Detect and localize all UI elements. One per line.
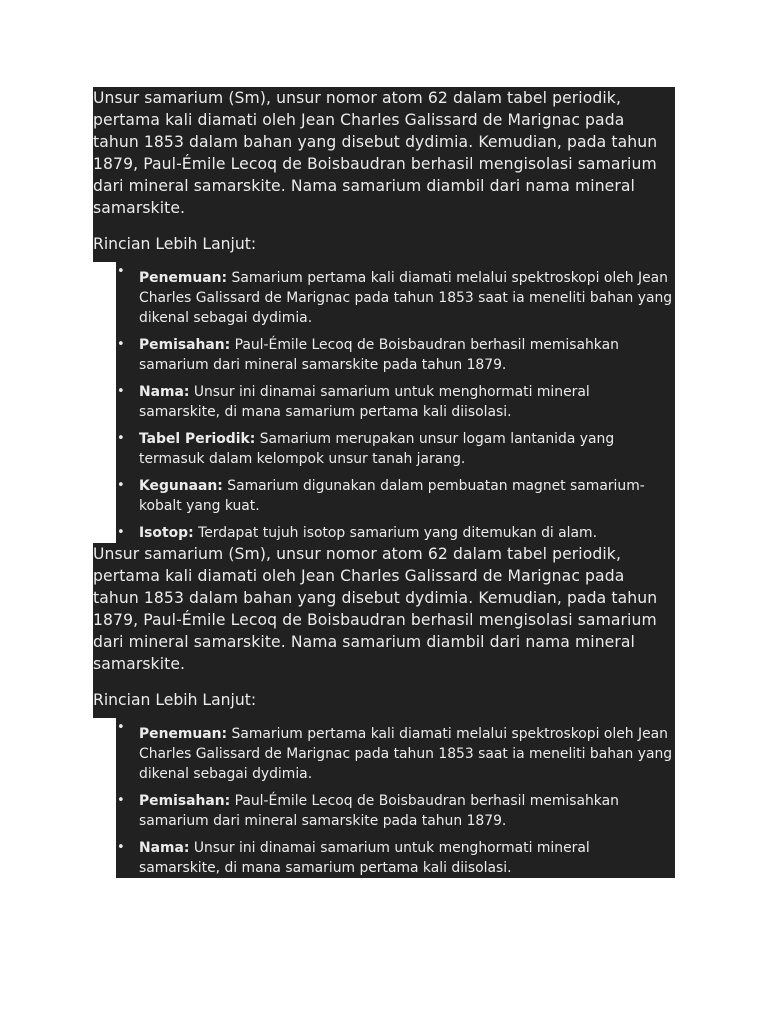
list-item	[116, 476, 675, 516]
bullet-icon: •	[117, 384, 125, 399]
intro-paragraph: Unsur samarium (Sm), unsur nomor atom 62 dalam tabel periodik, pertama kali diamati oleh Jean Charles Galissard de Marignac pada tahun 1853 dalam bahan yang disebut dydimia. Kemudian, pada tahun 1879, Paul-Émile Lecoq de Boisbaudran berhasil mengisolasi samarium dari mineral samarskite. Nama samarium diambil dari nama mineral samarskite.	[93, 545, 658, 673]
details-list-container	[116, 262, 675, 543]
section-2	[93, 543, 675, 718]
bullet-icon: •	[117, 337, 125, 352]
bullet-icon: •	[117, 840, 125, 855]
item-term: Penemuan:	[139, 726, 228, 742]
item-text: Samarium pertama kali diamati melalui spektroskopi oleh Jean Charles Galissard de Marignac pada tahun 1853 saat ia meneliti bahan yang dikenal sebagai dydimia.	[139, 270, 673, 326]
bullet-icon: •	[117, 431, 125, 446]
details-heading: Rincian Lebih Lanjut:	[93, 675, 675, 718]
item-term: Pemisahan:	[139, 793, 231, 809]
section-1	[93, 87, 675, 262]
item-text: Samarium merupakan unsur logam lantanida yang termasuk dalam kelompok unsur tanah jarang.	[139, 431, 615, 467]
item-term: Nama:	[139, 384, 190, 400]
list-item	[116, 335, 675, 375]
details-heading: Rincian Lebih Lanjut:	[93, 219, 675, 262]
list-item	[116, 838, 675, 878]
list-item	[116, 429, 675, 469]
item-text: Samarium digunakan dalam pembuatan magnet samarium-kobalt yang kuat.	[139, 478, 645, 514]
list-item	[116, 262, 675, 328]
list-item	[116, 382, 675, 422]
item-text: Paul-Émile Lecoq de Boisbaudran berhasil memisahkan samarium dari mineral samarskite pada tahun 1879.	[139, 793, 619, 829]
bullet-icon: •	[117, 478, 125, 493]
details-list-container	[116, 718, 675, 878]
item-term: Penemuan:	[139, 270, 228, 286]
item-text: Samarium pertama kali diamati melalui spektroskopi oleh Jean Charles Galissard de Marignac pada tahun 1853 saat ia meneliti bahan yang dikenal sebagai dydimia.	[139, 726, 673, 782]
item-term: Kegunaan:	[139, 478, 223, 494]
item-term: Tabel Periodik:	[139, 431, 256, 447]
item-text: Terdapat tujuh isotop samarium yang ditemukan di alam.	[193, 525, 597, 541]
list-item	[116, 791, 675, 831]
list-item	[116, 718, 675, 784]
item-term: Isotop:	[139, 525, 194, 541]
details-list	[116, 262, 675, 543]
item-term: Pemisahan:	[139, 337, 231, 353]
bullet-icon: •	[117, 793, 125, 808]
bullet-icon: •	[117, 720, 125, 735]
list-item	[116, 523, 675, 543]
intro-paragraph: Unsur samarium (Sm), unsur nomor atom 62 dalam tabel periodik, pertama kali diamati oleh Jean Charles Galissard de Marignac pada tahun 1853 dalam bahan yang disebut dydimia. Kemudian, pada tahun 1879, Paul-Émile Lecoq de Boisbaudran berhasil mengisolasi samarium dari mineral samarskite. Nama samarium diambil dari nama mineral samarskite.	[93, 89, 658, 217]
item-text: Unsur ini dinamai samarium untuk menghormati mineral samarskite, di mana samarium pertama kali diisolasi.	[139, 840, 590, 876]
details-list	[116, 718, 675, 878]
item-text: Paul-Émile Lecoq de Boisbaudran berhasil memisahkan samarium dari mineral samarskite pada tahun 1879.	[139, 337, 619, 373]
bullet-icon: •	[117, 264, 125, 279]
item-term: Nama:	[139, 840, 190, 856]
item-text: Unsur ini dinamai samarium untuk menghormati mineral samarskite, di mana samarium pertama kali diisolasi.	[139, 384, 590, 420]
bullet-icon: •	[117, 525, 125, 540]
document-body	[93, 87, 675, 878]
